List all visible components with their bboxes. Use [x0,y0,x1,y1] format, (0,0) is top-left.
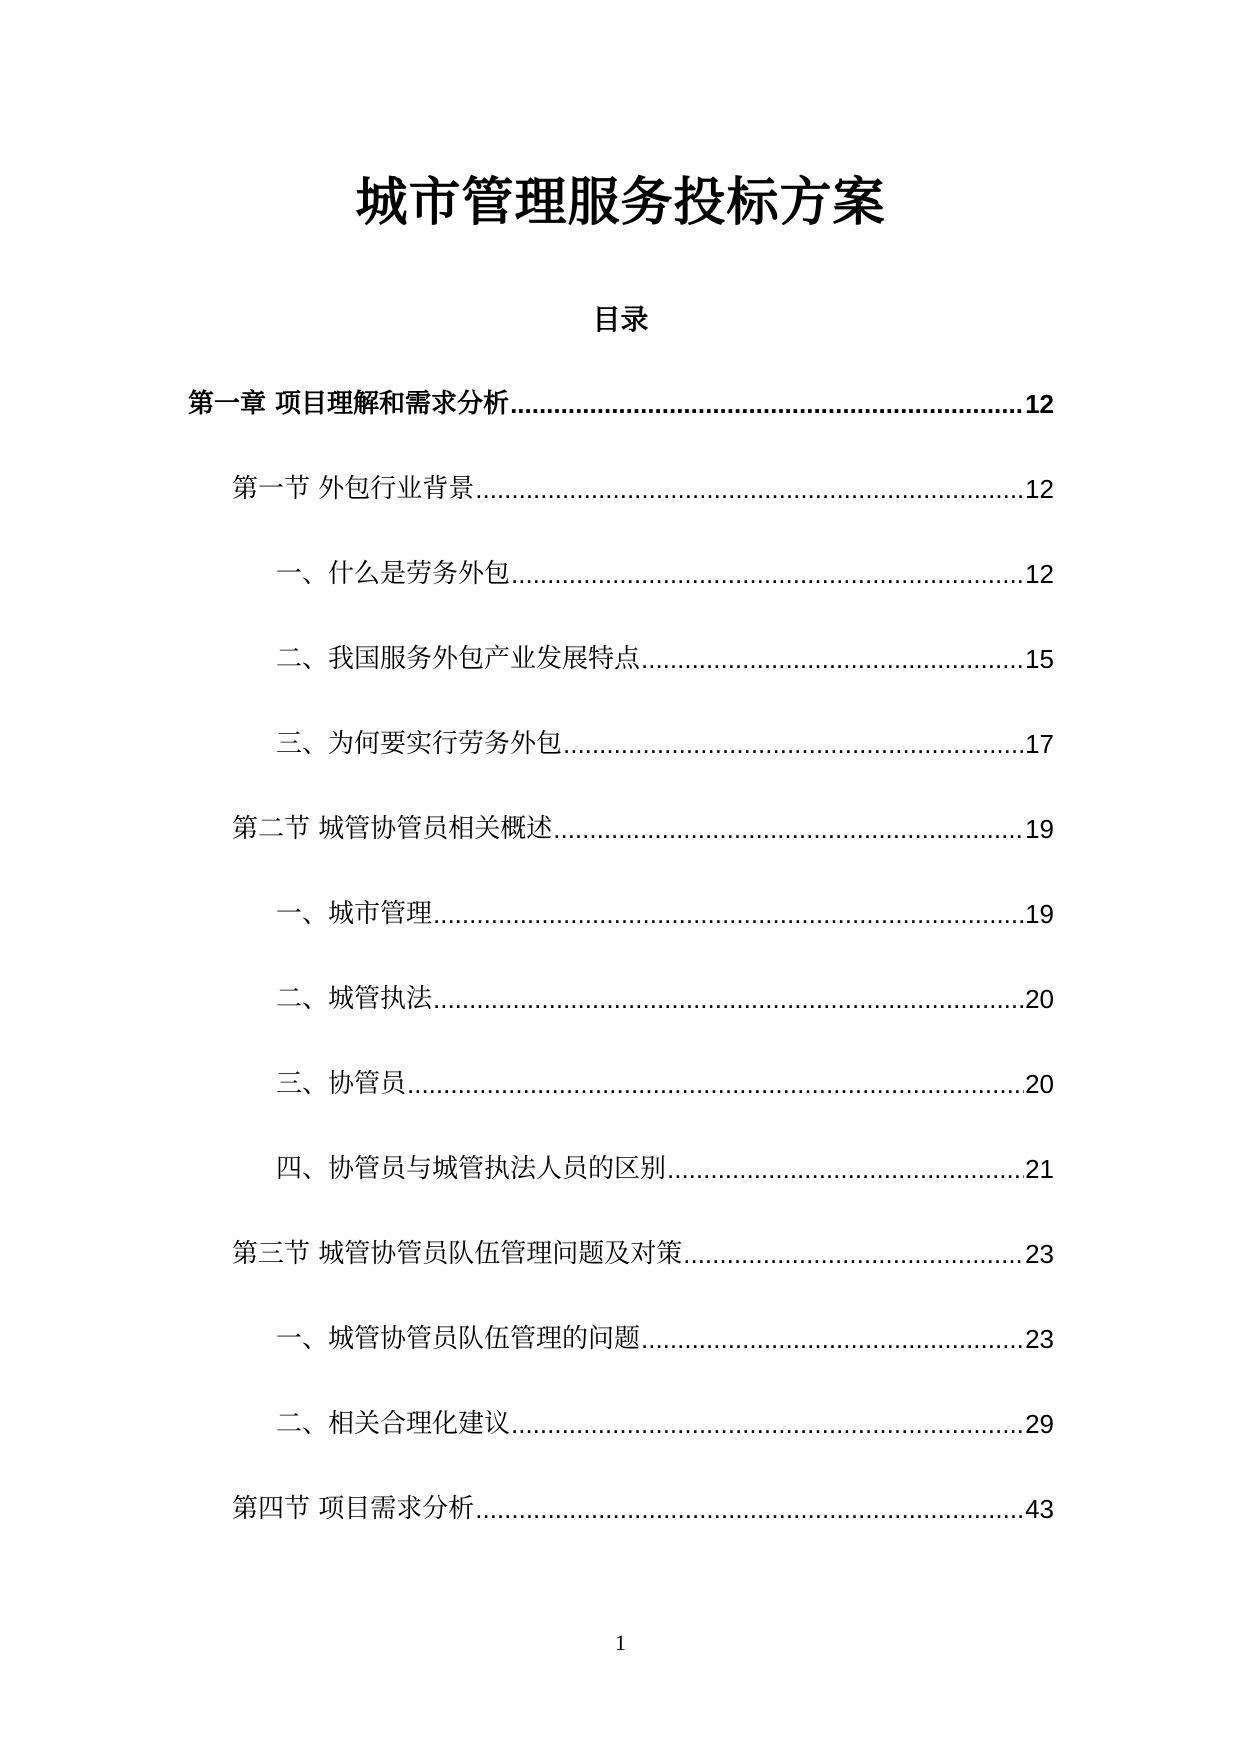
toc-entry-title: 三、为何要实行劳务外包 [276,729,563,759]
toc-entry[interactable] [276,896,1054,932]
toc-entry-title: 一、城市管理 [276,899,433,929]
toc-entry[interactable] [276,1151,1054,1187]
toc-entry[interactable] [188,386,1054,422]
toc-leader-dots [563,726,1024,762]
toc-leader-dots [407,1066,1024,1102]
toc-leader-dots [553,811,1024,847]
toc-entry[interactable] [276,1406,1054,1442]
toc-entry-title: 四、协管员与城管执法人员的区别 [276,1154,667,1184]
toc-entry-title: 第四节 项目需求分析 [232,1494,475,1524]
toc-entry-page: 19 [1025,899,1054,929]
toc-leader-dots [433,981,1024,1017]
toc-entry-page: 23 [1025,1239,1054,1269]
toc-entry[interactable] [232,471,1054,507]
toc-leader-dots [511,1406,1024,1442]
toc-entry[interactable] [232,1491,1054,1527]
toc-entry-page: 20 [1025,984,1054,1014]
toc-leader-dots [510,386,1024,422]
toc-entry[interactable] [232,811,1054,847]
toc-entry-page: 12 [1025,559,1054,589]
toc-leader-dots [511,556,1024,592]
toc-entry[interactable] [276,726,1054,762]
toc-leader-dots [475,1491,1024,1527]
toc-leader-dots [641,1321,1024,1357]
toc-entry[interactable] [276,1321,1054,1357]
toc-entry[interactable] [276,641,1054,677]
toc-leader-dots [475,471,1024,507]
toc-leader-dots [683,1236,1024,1272]
toc-entry[interactable] [232,1236,1054,1272]
toc-entry-page: 29 [1025,1409,1054,1439]
toc-leader-dots [641,641,1024,677]
toc-leader-dots [433,896,1024,932]
toc-leader-dots [667,1151,1024,1187]
toc-entry-title: 二、我国服务外包产业发展特点 [276,644,641,674]
toc-entry-page: 12 [1025,389,1054,419]
toc-entry-page: 15 [1025,644,1054,674]
toc-entry-title: 三、协管员 [276,1069,407,1099]
toc-entry-title: 第三节 城管协管员队伍管理问题及对策 [232,1239,683,1269]
toc-entry[interactable] [276,556,1054,592]
toc-entry[interactable] [276,1066,1054,1102]
toc-entry[interactable] [276,981,1054,1017]
toc-entry-page: 23 [1025,1324,1054,1354]
toc-entry-page: 21 [1025,1154,1054,1184]
toc-entry-title: 二、相关合理化建议 [276,1409,511,1439]
toc-entry-title: 第一章 项目理解和需求分析 [188,389,510,419]
toc-entry-page: 43 [1025,1494,1054,1524]
toc-entry-title: 第二节 城管协管员相关概述 [232,814,553,844]
toc-entry-page: 20 [1025,1069,1054,1099]
page-number: 1 [615,1630,626,1655]
toc-entry-page: 12 [1025,474,1054,504]
toc-heading: 目录 [592,303,649,336]
toc-entry-page: 19 [1025,814,1054,844]
toc-entry-title: 第一节 外包行业背景 [232,474,475,504]
document-title: 城市管理服务投标方案 [355,173,886,233]
toc-entry-title: 一、什么是劳务外包 [276,559,511,589]
toc-entry-page: 17 [1025,729,1054,759]
toc-entry-title: 一、城管协管员队伍管理的问题 [276,1324,641,1354]
toc-entry-title: 二、城管执法 [276,984,433,1014]
